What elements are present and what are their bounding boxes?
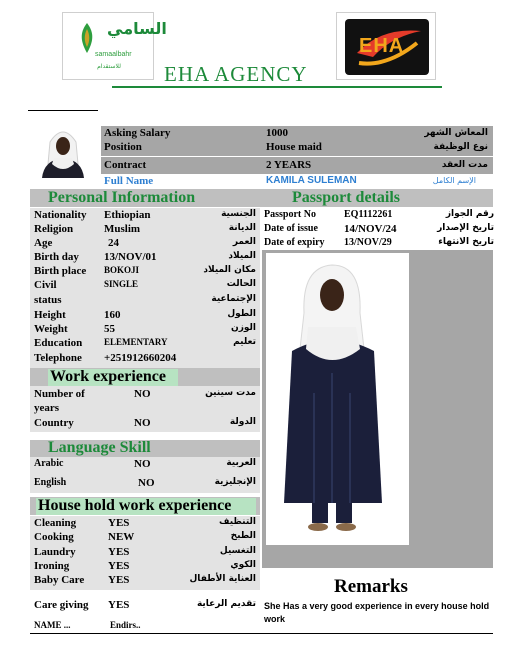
cooking-value: NEW <box>108 531 135 543</box>
weight-row <box>34 323 256 337</box>
country-label: Country <box>34 417 74 429</box>
english-row <box>34 477 256 491</box>
cleaning-arabic: التنظيف <box>219 517 256 527</box>
religion-label: Religion <box>34 223 74 235</box>
english-arabic: الإنجليزية <box>214 477 256 487</box>
personal-info-title: Personal Information <box>48 189 196 206</box>
full-name-value: KAMILA SULEMAN <box>266 175 357 186</box>
years-row <box>34 388 256 416</box>
ironing-value: YES <box>108 560 130 572</box>
footer-endirs: Endirs.. <box>110 620 141 630</box>
religion-arabic: الديانة <box>228 223 256 233</box>
arabic-label: Arabic <box>34 458 64 469</box>
civil-label: Civil <box>34 279 57 291</box>
education-arabic: تعليم <box>233 337 256 347</box>
age-arabic: العمر <box>232 237 256 247</box>
arabic-row <box>34 458 256 472</box>
work-experience-title: Work experience <box>50 368 166 385</box>
short-rule <box>28 110 98 111</box>
passport-details-title: Passport details <box>292 189 400 206</box>
contract-arabic: مدت العقد <box>441 160 488 170</box>
date-of-issue-row <box>264 223 494 237</box>
position-arabic: نوع الوظيفة <box>433 142 488 152</box>
country-arabic: الدولة <box>229 417 256 427</box>
nationality-label: Nationality <box>34 209 87 221</box>
date-of-issue-value: 14/NOV/24 <box>344 223 397 235</box>
age-label: Age <box>34 237 53 249</box>
footer-name: NAME ... <box>34 620 71 630</box>
birth-day-arabic: الميلاد <box>228 251 256 261</box>
birth-place-label: Birth place <box>34 265 87 277</box>
laundry-row <box>34 546 256 560</box>
education-row <box>34 337 256 351</box>
header-rule <box>112 86 442 88</box>
cleaning-label: Cleaning <box>34 517 77 529</box>
nationality-arabic: الجنسية <box>221 209 256 219</box>
laundry-value: YES <box>108 546 130 558</box>
arabic-value: NO <box>134 458 151 470</box>
date-of-issue-arabic: تاريخ الإصدار <box>437 223 494 233</box>
laundry-label: Laundry <box>34 546 76 558</box>
cleaning-value: YES <box>108 517 130 529</box>
civil-arabic: الحالت <box>226 279 256 289</box>
logo-arabic: السامي <box>107 19 167 38</box>
status-label: status <box>34 294 62 306</box>
asking-salary-arabic: المعاش الشهر <box>424 128 488 138</box>
telephone-value: +251912660204 <box>104 352 177 364</box>
telephone-label: Telephone <box>34 352 82 364</box>
years-label: years <box>34 402 60 414</box>
top-divider <box>101 156 493 157</box>
care-giving-row <box>34 599 256 613</box>
weight-arabic: الوزن <box>231 323 256 333</box>
telephone-row <box>34 352 256 366</box>
full-body-photo <box>266 253 409 545</box>
years-value: NO <box>134 388 151 400</box>
care-giving-value: YES <box>108 599 130 611</box>
birth-day-value: 13/NOV/01 <box>104 251 157 263</box>
status-arabic: الإجتماعية <box>211 294 256 304</box>
laundry-arabic: التغسيل <box>219 546 256 556</box>
birth-day-label: Birth day <box>34 251 79 263</box>
civil-status-value: SINGLE <box>104 279 139 289</box>
passport-no-row <box>264 209 494 223</box>
baby-care-arabic: العناية الأطفال <box>189 574 256 584</box>
ironing-arabic: الكوي <box>230 560 256 570</box>
birth-place-value: BOKOJI <box>104 265 140 275</box>
logo-latin: samaalbahr <box>95 51 132 58</box>
cooking-label: Cooking <box>34 531 74 543</box>
agency-title: EHA AGENCY <box>164 62 308 86</box>
left-logo <box>62 12 167 80</box>
birth-place-row <box>34 265 256 279</box>
care-giving-label: Care giving <box>34 599 89 611</box>
years-arabic: مدت سينين <box>205 388 256 398</box>
civil-status-row <box>34 279 256 307</box>
date-of-expiry-value: 13/NOV/29 <box>344 237 392 248</box>
weight-value: 55 <box>104 323 115 335</box>
full-name-arabic: الإسم الكامل <box>432 176 476 185</box>
education-label: Education <box>34 337 83 349</box>
religion-row <box>34 223 256 237</box>
birth-day-row <box>34 251 256 265</box>
country-value: NO <box>134 417 151 429</box>
small-photo <box>34 124 92 178</box>
language-skill-title: Language Skill <box>48 439 151 456</box>
english-value: NO <box>138 477 155 489</box>
care-giving-arabic: تقديم الرعاية <box>196 599 256 609</box>
asking-salary-label: Asking Salary <box>104 127 171 139</box>
contract-label: Contract <box>104 159 147 171</box>
height-arabic: الطول <box>227 309 256 319</box>
passport-no-value: EQ1112261 <box>344 209 393 220</box>
logo-tagline: للاستقدام <box>97 63 121 70</box>
remarks-text: She Has a very good experience in every house hold work <box>264 601 490 624</box>
arabic-arabic: العربية <box>226 458 256 468</box>
remarks-title: Remarks <box>334 576 408 597</box>
country-row <box>34 417 256 431</box>
ironing-label: Ironing <box>34 560 70 572</box>
number-of-label: Number of <box>34 388 85 400</box>
baby-care-value: YES <box>108 574 130 586</box>
baby-care-row <box>34 574 256 588</box>
household-title: House hold work experience <box>38 497 232 514</box>
height-value: 160 <box>104 309 121 321</box>
birth-place-arabic: مكان الميلاد <box>203 265 256 275</box>
cooking-arabic: الطبخ <box>230 531 256 541</box>
date-of-expiry-arabic: تاريخ الانتهاء <box>438 237 494 247</box>
english-label: English <box>34 477 67 488</box>
contract-value: 2 YEARS <box>266 159 312 171</box>
position-label: Position <box>104 141 142 153</box>
date-of-expiry-label: Date of expiry <box>264 237 325 248</box>
passport-no-label: Passport No <box>264 209 316 220</box>
cleaning-row <box>34 517 256 531</box>
date-of-issue-label: Date of issue <box>264 223 318 234</box>
date-of-expiry-row <box>264 237 494 251</box>
eha-logo-text: EHA <box>359 35 405 57</box>
nationality-value: Ethiopian <box>104 209 151 221</box>
cooking-row <box>34 531 256 545</box>
religion-value: Muslim <box>104 223 141 235</box>
age-row <box>34 237 256 251</box>
height-row <box>34 309 256 323</box>
footer-rule <box>30 633 493 634</box>
passport-no-arabic: رقم الجواز <box>445 209 494 219</box>
asking-salary-value: 1000 <box>266 127 288 139</box>
nationality-row <box>34 209 256 223</box>
logo-mark <box>73 21 101 55</box>
right-logo <box>336 12 436 80</box>
position-value: House maid <box>266 141 322 153</box>
ironing-row <box>34 560 256 574</box>
height-label: Height <box>34 309 66 321</box>
full-name-label: Full Name <box>104 175 154 187</box>
age-value: 24 <box>108 237 119 249</box>
education-value: ELEMENTARY <box>104 337 168 347</box>
baby-care-label: Baby Care <box>34 574 85 586</box>
weight-label: Weight <box>34 323 68 335</box>
